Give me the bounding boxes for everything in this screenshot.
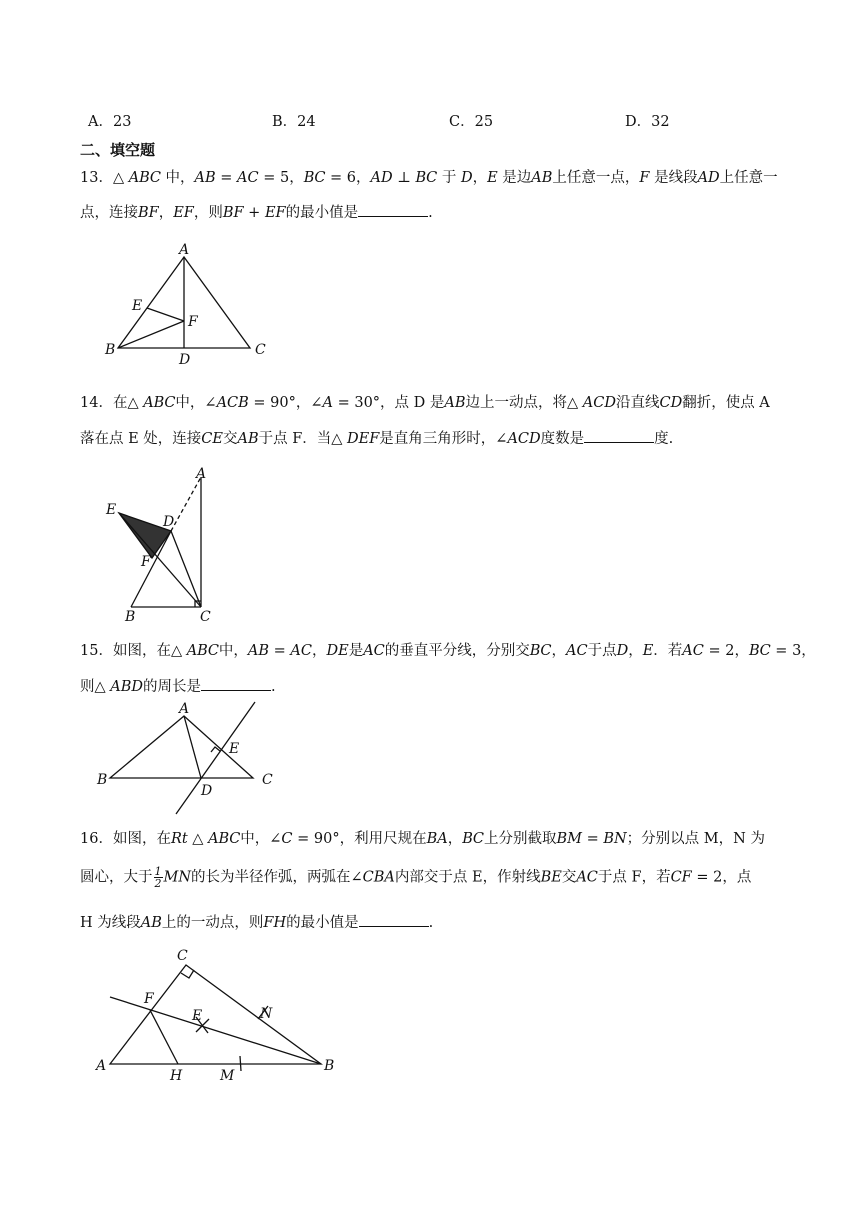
q16-answer-blank[interactable] (359, 912, 429, 927)
q15-figure (90, 698, 290, 818)
q14-label-f: F (141, 554, 151, 570)
q16-segment-fh (150, 1010, 178, 1064)
q16-label-c: C (177, 948, 188, 964)
q13-label-d: D (179, 352, 191, 368)
q16-text: H 为线段𝐴𝐵上的一动点，则𝐹𝐻的最小值是 (80, 915, 359, 931)
q13-label-c: C (255, 342, 266, 358)
q16-label-m: M (220, 1068, 235, 1084)
q15-end: . (271, 679, 276, 695)
q13-end: . (428, 205, 433, 221)
q16-label-b: B (324, 1058, 335, 1074)
q13-answer-blank[interactable] (358, 202, 428, 217)
q16-figure (90, 940, 350, 1085)
q16-right-angle-mark (181, 970, 194, 978)
q15-text: 则△ 𝐴𝐵𝐷的周长是 (80, 679, 202, 695)
q13-label-b: B (105, 342, 116, 358)
option-c: C．25 (449, 114, 494, 130)
q14-end: 度. (654, 431, 674, 447)
q14-label-b: B (125, 609, 136, 625)
q16-line1: 16．如图，在𝑅𝑡 △ 𝐴𝐵𝐶中，∠𝐶 = 90°，利用尺规在𝐵𝐴，𝐵𝐶上分别截取𝐵𝑀 = 𝐵𝑁；分别以点 M，N 为 (80, 831, 765, 847)
q13-label-f: F (188, 314, 198, 330)
q16-fraction-numerator: 1 (154, 865, 162, 878)
q16-text-a: 圆心，大于 (80, 869, 153, 886)
q16-label-f: F (144, 991, 154, 1007)
q16-fraction-denominator: 2 (154, 877, 162, 890)
q13-figure (100, 240, 280, 370)
q16-line2 (80, 866, 751, 889)
q16-label-a: A (96, 1058, 107, 1074)
q15-label-e: E (229, 741, 240, 757)
q15-label-c: C (262, 772, 273, 788)
option-a: A．23 (88, 114, 132, 130)
q15-line2 (80, 676, 276, 697)
q15-segment-ad (184, 716, 201, 778)
q14-segment-cd (171, 531, 201, 607)
q15-label-a: A (179, 701, 190, 717)
q14-text: 落在点 E 处，连接𝐶𝐸交𝐴𝐵于点 F．当△ 𝐷𝐸𝐹是直角三角形时，∠𝐴𝐶𝐷度数是 (80, 431, 585, 447)
q13-label-e: E (132, 298, 143, 314)
q14-figure (100, 462, 230, 627)
q13-label-a: A (179, 242, 190, 258)
q16-label-h: H (170, 1068, 183, 1084)
q15-label-d: D (201, 783, 213, 799)
q14-answer-blank[interactable] (584, 428, 654, 443)
q16-triangle (110, 965, 321, 1064)
q14-dashed-da (171, 477, 201, 531)
q13-text: 点，连接𝐵𝐹，𝐸𝐹，则𝐵𝐹 + 𝐸𝐹的最小值是 (80, 205, 359, 221)
option-d: D．32 (625, 114, 670, 130)
q16-line3 (80, 912, 433, 933)
q14-label-c: C (200, 609, 211, 625)
q13-line2 (80, 202, 433, 223)
q16-label-e: E (192, 1008, 203, 1024)
q16-label-n: N (260, 1006, 273, 1022)
q13-segment-ef (147, 308, 184, 321)
q15-answer-blank[interactable] (201, 676, 271, 691)
q14-label-e: E (106, 502, 117, 518)
q14-label-a: A (196, 466, 207, 482)
q16-arc-mark-m (240, 1056, 241, 1071)
q15-line1: 15．如图，在△ 𝐴𝐵𝐶中，𝐴𝐵 = 𝐴𝐶，𝐷𝐸是𝐴𝐶的垂直平分线，分别交𝐵𝐶，𝐴𝐶于点𝐷，𝐸．若𝐴𝐶 = 2，𝐵𝐶 = 3， (80, 643, 816, 659)
q16-fraction (154, 866, 163, 889)
q16-ray-be (110, 997, 321, 1064)
option-b: B．24 (272, 114, 316, 130)
q16-end: . (428, 915, 434, 931)
q13-line1: 13．△ 𝐴𝐵𝐶 中，𝐴𝐵 = 𝐴𝐶 = 5，𝐵𝐶 = 6，𝐴𝐷 ⊥ 𝐵𝐶 于 𝐷，𝐸 是边𝐴𝐵上任意一点，𝐹 是线段𝐴𝐷上任意一 (80, 170, 778, 186)
q15-label-b: B (97, 772, 108, 788)
q14-line2 (80, 428, 673, 449)
q16-text-b: 𝑀𝑁的长为半径作弧，两弧在∠𝐶𝐵𝐴内部交于点 E，作射线𝐵𝐸交𝐴𝐶于点 F，若𝐶𝐹 = 2，点 (163, 869, 752, 886)
q14-label-d: D (163, 514, 175, 530)
section-heading: 二、填空题 (80, 141, 156, 159)
q14-line1: 14．在△ 𝐴𝐵𝐶中，∠𝐴𝐶𝐵 = 90°，∠𝐴 = 30°，点 D 是𝐴𝐵边上一动点，将△ 𝐴𝐶𝐷沿直线𝐶𝐷翻折，使点 A (80, 395, 770, 411)
